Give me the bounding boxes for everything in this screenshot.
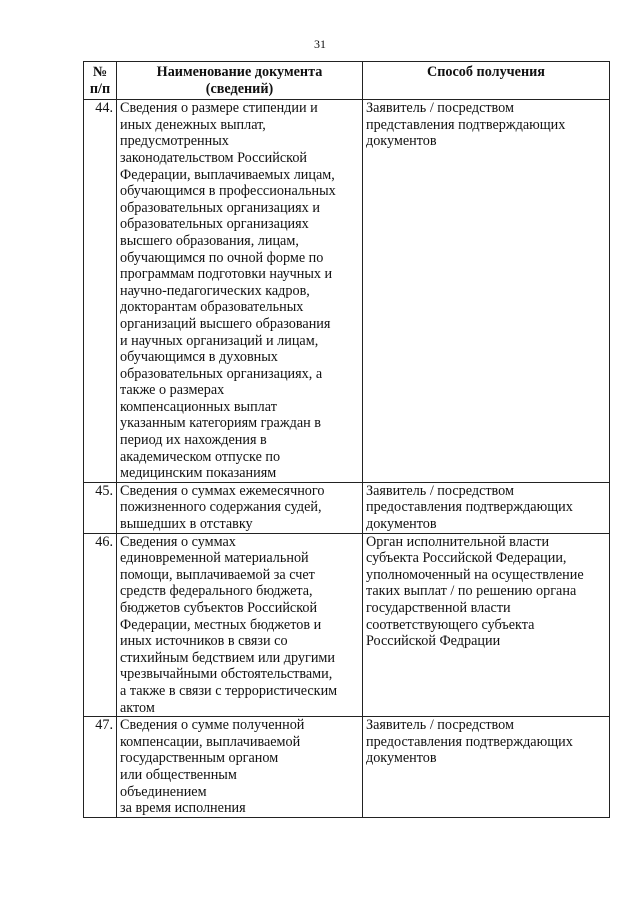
method-cell — [363, 533, 610, 717]
header-name-line-1: Наименование документа — [156, 64, 323, 80]
method-cell — [363, 482, 610, 533]
header-number-line-1: № — [92, 64, 108, 80]
method-line: Заявитель / посредством — [366, 100, 514, 117]
document-name-line: докторантам образовательных — [120, 299, 304, 316]
document-name-line: государственным органом — [120, 750, 279, 767]
row-number: 46. — [84, 533, 117, 717]
document-name-line: за время исполнения — [120, 800, 246, 817]
header-name-line-2: (сведений) — [205, 80, 274, 97]
document-name-line: указанным категориям граждан в — [120, 415, 321, 432]
document-name-line: период их нахождения в — [120, 432, 267, 449]
table-row — [84, 482, 610, 533]
document-name-line: пожизненного содержания судей, — [120, 499, 322, 516]
table-row — [84, 717, 610, 818]
document-name-line: стихийным бедствием или другими — [120, 649, 336, 666]
document-name-line: Сведения о размере стипендии и — [120, 100, 318, 117]
document-name-line: вышедших в отставку — [120, 516, 253, 533]
table-row — [84, 533, 610, 717]
method-line: предоставления подтверждающих — [366, 499, 573, 516]
document-name-line: а также в связи с террористическим — [120, 682, 338, 699]
method-line: соответствующего субъекта — [366, 616, 535, 633]
document-name-line: иных источников в связи со — [120, 633, 288, 650]
table-row — [84, 100, 610, 483]
document-name-line: научно-педагогических кадров, — [120, 282, 310, 299]
document-name-line: образовательных организациях и — [120, 199, 320, 216]
document-name-line: программам подготовки научных и — [120, 266, 333, 283]
header-number-line-2: п/п — [89, 80, 111, 97]
document-name-line: законодательством Российской — [120, 149, 308, 166]
document-name-line: Сведения о суммах — [120, 533, 236, 550]
method-line: Российской Федрации — [366, 633, 501, 650]
method-line: субъекта Российской Федерации, — [366, 550, 567, 567]
document-name-line: компенсационных выплат — [120, 398, 277, 415]
document-name-line: обучающимся в духовных — [120, 349, 278, 366]
document-name-line: иных денежных выплат, — [120, 116, 266, 133]
method-line: таких выплат / по решению органа — [366, 583, 577, 600]
document-name-line: и научных организаций и лицам, — [120, 332, 319, 349]
method-cell — [363, 717, 610, 818]
document-name-line: Федерации, местных бюджетов и — [120, 616, 322, 633]
table-body — [84, 100, 610, 818]
page-number: 31 — [314, 37, 326, 51]
document-name-line: образовательных организациях — [120, 216, 309, 233]
document-name-cell — [117, 533, 363, 717]
row-number: 44. — [84, 100, 117, 483]
row-number: 47. — [84, 717, 117, 818]
header-number — [84, 62, 117, 100]
method-line: Орган исполнительной власти — [366, 533, 550, 550]
header-document-name — [117, 62, 363, 100]
document-name-line: средств федерального бюджета, — [120, 583, 313, 600]
document-name-cell — [117, 482, 363, 533]
document-name-line: высшего образования, лицам, — [120, 232, 299, 249]
document-name-line: Сведения о сумме полученной — [120, 717, 305, 734]
method-line: Заявитель / посредством — [366, 482, 514, 499]
row-number: 45. — [84, 482, 117, 533]
document-name-line: также о размерах — [120, 382, 225, 399]
document-name-line: обучающимся по очной форме по — [120, 249, 324, 266]
header-method — [363, 62, 610, 100]
document-name-line: Сведения о суммах ежемесячного — [120, 482, 325, 499]
document-name-line: чрезвычайными обстоятельствами, — [120, 666, 333, 683]
method-line: документов — [366, 750, 437, 767]
document-name-cell — [117, 717, 363, 818]
document-name-cell — [117, 100, 363, 483]
method-line: документов — [366, 516, 437, 533]
method-line: предоставления подтверждающих — [366, 733, 573, 750]
document-name-line: или общественным — [120, 766, 237, 783]
document-name-line: объединением — [120, 783, 207, 800]
method-line: государственной власти — [366, 600, 511, 616]
document-name-line: академическом отпуске по — [120, 448, 281, 465]
document-name-line: компенсации, выплачиваемой — [120, 733, 301, 750]
document-name-line: организаций высшего образования — [120, 315, 331, 332]
document-name-line: единовременной материальной — [120, 550, 309, 567]
document-name-line: медицинским показаниям — [120, 465, 277, 482]
document-name-line: помощи, выплачиваемой за счет — [120, 566, 315, 583]
document-name-line: обучающимся в профессиональных — [120, 183, 336, 200]
method-line: Заявитель / посредством — [366, 717, 514, 734]
document-name-line: бюджетов субъектов Российской — [120, 600, 318, 616]
document-name-line: Федерации, выплачиваемых лицам, — [120, 166, 335, 183]
documents-table — [83, 61, 610, 818]
method-line: документов — [366, 133, 437, 150]
document-name-line: предусмотренных — [120, 133, 229, 150]
method-cell — [363, 100, 610, 483]
method-line: представления подтверждающих — [366, 116, 566, 133]
document-name-line: актом — [120, 699, 155, 716]
table-header-row — [84, 62, 610, 100]
header-method-line-1: Способ получения — [426, 64, 545, 80]
document-name-line: образовательных организациях, а — [120, 365, 323, 382]
method-line: уполномоченный на осуществление — [366, 566, 584, 583]
